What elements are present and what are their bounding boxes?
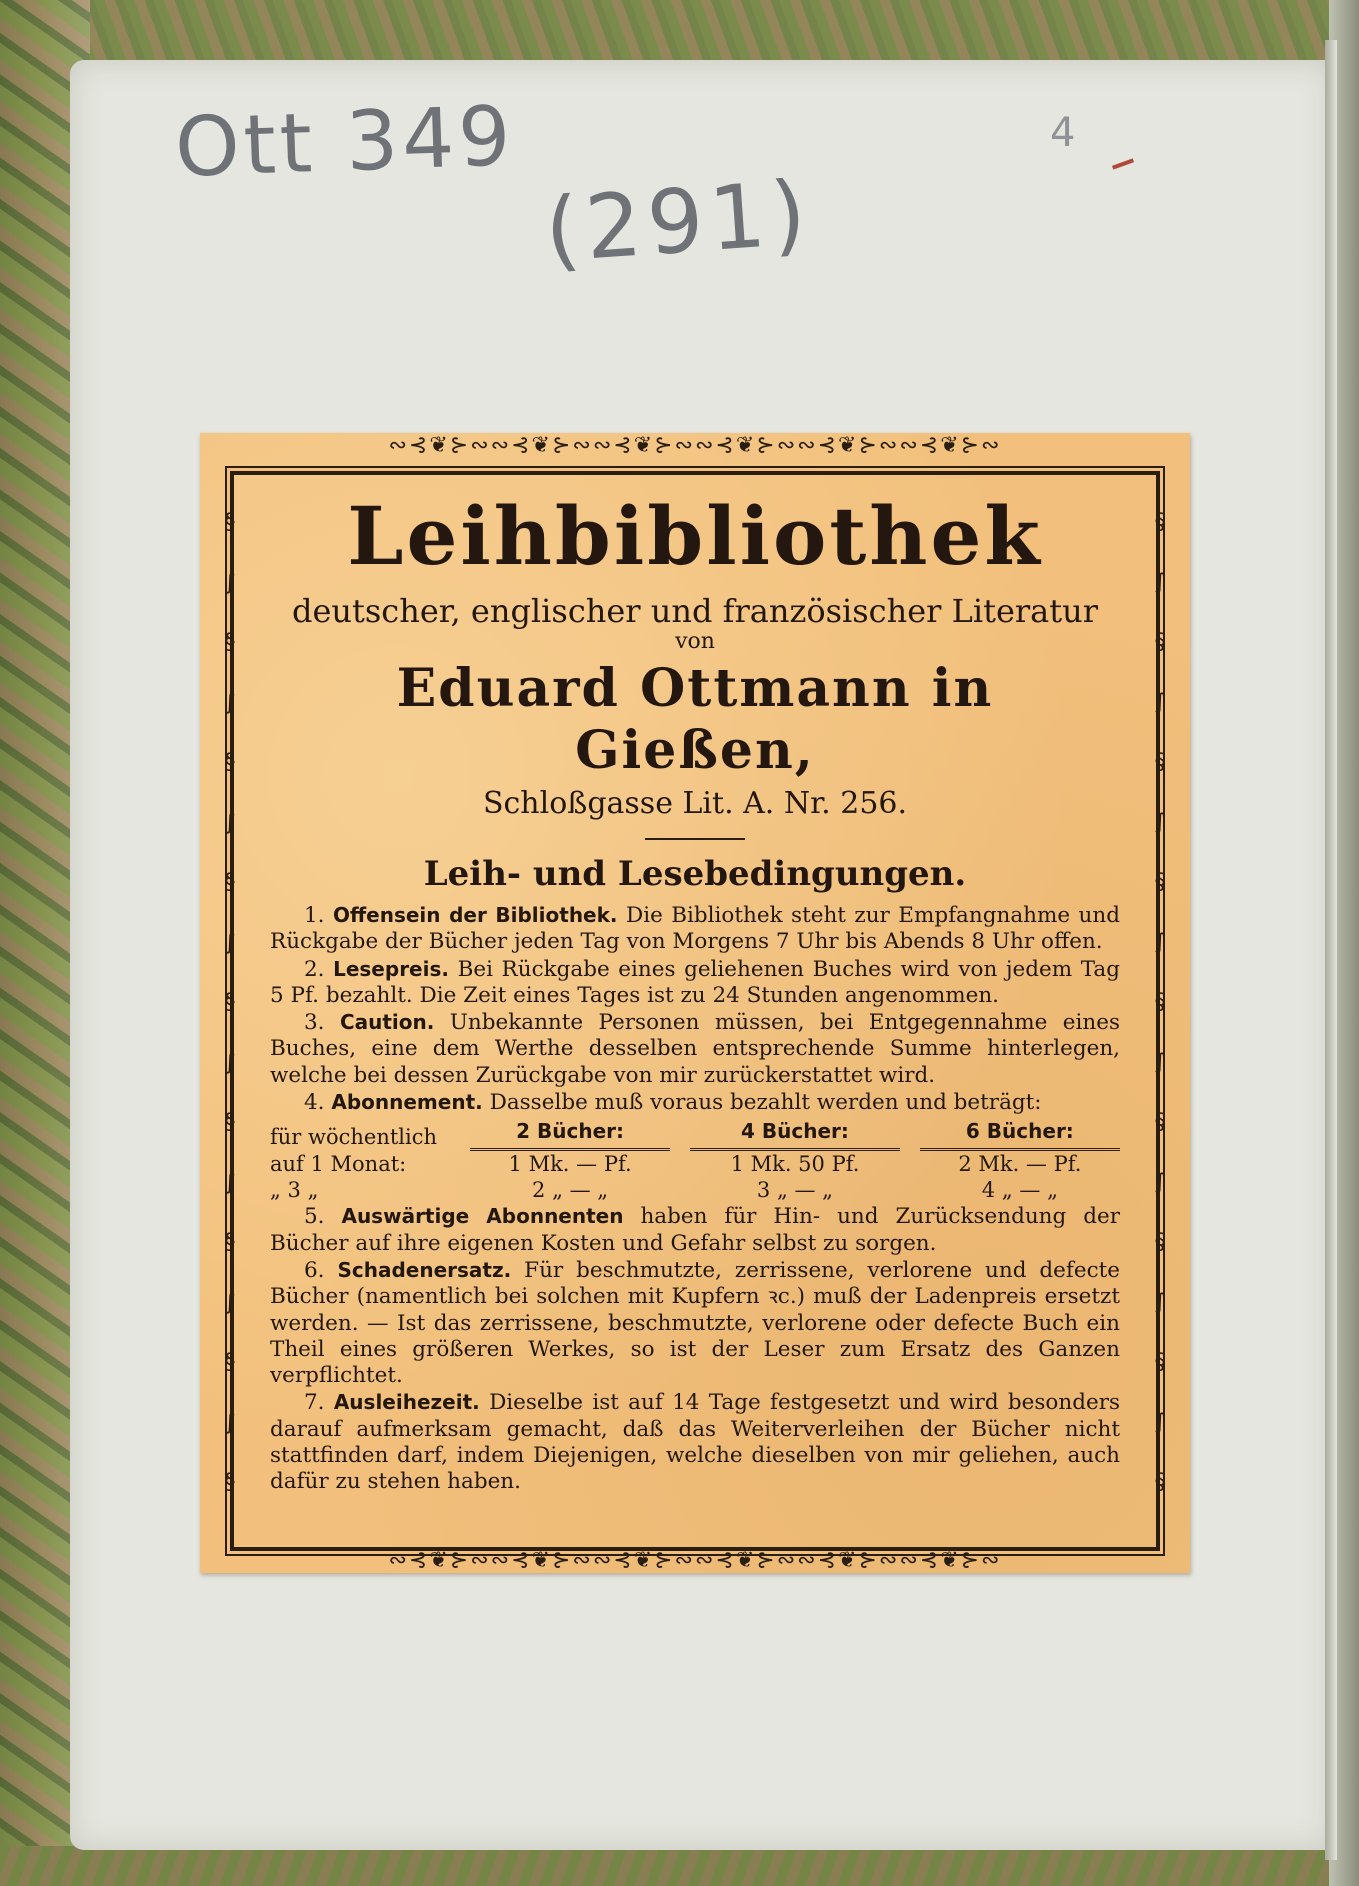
table-cell: 1 Mk. 50 Pf. — [730, 1152, 860, 1177]
item-heading: Offensein der Bibliothek. — [332, 903, 618, 927]
item-heading: Schadenersatz. — [337, 1257, 512, 1282]
condition-item — [270, 1257, 1120, 1389]
table-header-cell: 2 Bücher: — [470, 1118, 670, 1150]
item-number: 1. — [304, 903, 325, 928]
pencil-corner-mark: 4 — [1050, 110, 1076, 156]
table-row-label: „ 3 „ — [270, 1178, 319, 1203]
item-number: 7. — [304, 1390, 325, 1416]
table-cell: 3 „ — „ — [756, 1178, 834, 1203]
condition-item — [270, 956, 1120, 1010]
item-heading: Ausleihezeit. — [333, 1390, 480, 1415]
abonnement-table — [270, 1118, 1120, 1203]
table-header-cell: 4 Bücher: — [690, 1118, 900, 1150]
marbled-board-bottom — [0, 1846, 1359, 1886]
item-heading: Caution. — [339, 1010, 435, 1035]
table-header-cell: 6 Bücher: — [920, 1118, 1120, 1150]
condition-item — [270, 1089, 1120, 1116]
table-gap — [900, 1177, 920, 1203]
item-number: 6. — [304, 1257, 325, 1283]
conditions-heading: Leih- und Lesebedingungen. — [423, 854, 967, 894]
item-heading: Auswärtige Abonnenten — [341, 1204, 624, 1229]
label-owner: Eduard Ottmann in Gießen, — [396, 658, 994, 781]
table-header-row — [270, 1118, 1120, 1150]
label-subtitle: deutscher, englischer und französischer Literatur — [291, 592, 1099, 630]
table-row-label-header: für wöchentlich — [270, 1124, 438, 1149]
table-row-label: auf 1 Monat: — [270, 1152, 407, 1177]
condition-item — [270, 1389, 1120, 1495]
library-label — [200, 433, 1190, 1573]
item-number: 4. — [304, 1090, 325, 1116]
condition-item — [270, 1203, 1120, 1257]
ornament-bottom: ∾⊰❦⊱∾∾⊰❦⊱∾∾⊰❦⊱∾∾⊰❦⊱∾∾⊰❦⊱∾∾⊰❦⊱∾ — [388, 1548, 1002, 1573]
item-number: 3. — [304, 1010, 325, 1036]
table-cell: 2 „ — „ — [532, 1178, 609, 1203]
divider-rule — [645, 838, 745, 840]
label-von: von — [675, 629, 715, 654]
table-gap — [670, 1177, 690, 1203]
table-gap — [670, 1118, 690, 1150]
table-row — [270, 1177, 1120, 1203]
table-cell: 2 Mk. — Pf. — [958, 1152, 1082, 1177]
condition-item — [270, 902, 1120, 956]
item-text: Dieselbe ist auf 14 Tage festgesetzt und wird besonders darauf aufmerksam gemacht, daß das Weiterverleihen der Bücher nicht stattfinden darf, indem Diejenigen, welche dieselben von mir geliehen, auch dafür zu stehen haben. — [270, 1390, 1121, 1495]
label-address: Schloßgasse Lit. A. Nr. 256. — [482, 786, 908, 821]
item-text: Für beschmutzte, zerrissene, verlorene und defecte Bücher (namentlich bei solchen mit Kupfern ꝛc.) muß der Ladenpreis ersetzt werden. — Ist das zerrissene, beschmutzte, verlorene oder defecte Buch ein Theil eines größeren Werkes, so ist der Leser zum Ersatz des Ganzen verpflichtet. — [270, 1257, 1120, 1389]
item-text: Die Bibliothek steht zur Empfangnahme und Rückgabe der Bücher jeden Tag von Morgens 7 Uhr bis Abends 8 Uhr offen. — [270, 903, 1120, 955]
page-gutter — [1325, 40, 1337, 1860]
item-text: haben für Hin- und Zurücksendung der Bücher auf ihre eigenen Kosten und Gefahr selbst zu sorgen. — [270, 1204, 1120, 1256]
ornament-top: ∾⊰❦⊱∾∾⊰❦⊱∾∾⊰❦⊱∾∾⊰❦⊱∾∾⊰❦⊱∾∾⊰❦⊱∾ — [388, 433, 1002, 458]
item-number: 5. — [304, 1204, 325, 1230]
table-gap — [900, 1118, 920, 1150]
ornament-left: § ∫ § ∫ § ∫ § ∫ § ∫ § ∫ § ∫ § ∫ § — [224, 510, 236, 1495]
table-cell: 1 Mk. — Pf. — [508, 1152, 632, 1177]
label-title: Leihbibliothek — [347, 489, 1043, 583]
label-content — [270, 488, 1120, 1496]
table-cell: 4 „ — „ — [981, 1178, 1058, 1203]
item-text: Unbekannte Personen müssen, bei Entgegennahme eines Buches, eine dem Werthe desselben entsprechende Summe hinterlegen, welche bei dessen Zurückgabe von mir zurückerstattet wird. — [270, 1010, 1120, 1088]
item-text: Bei Rückgabe eines geliehenen Buches wird von jedem Tag 5 Pf. bezahlt. Die Zeit eines Tages ist zu 24 Stunden angenommen. — [270, 956, 1120, 1008]
pencil-number: (291) — [541, 160, 815, 283]
item-heading: Abonnement. — [331, 1090, 483, 1115]
item-number: 2. — [304, 956, 325, 982]
table-row — [270, 1150, 1120, 1178]
pencil-shelfmark: Ott 349 — [173, 89, 516, 196]
table-gap — [900, 1150, 920, 1178]
condition-item — [270, 1009, 1120, 1089]
ornament-right: § ∫ § ∫ § ∫ § ∫ § ∫ § ∫ § ∫ § ∫ § — [1154, 510, 1166, 1495]
item-heading: Lesepreis. — [333, 956, 449, 981]
table-gap — [670, 1150, 690, 1178]
item-text: Dasselbe muß voraus bezahlt werden und beträgt: — [489, 1090, 1042, 1116]
